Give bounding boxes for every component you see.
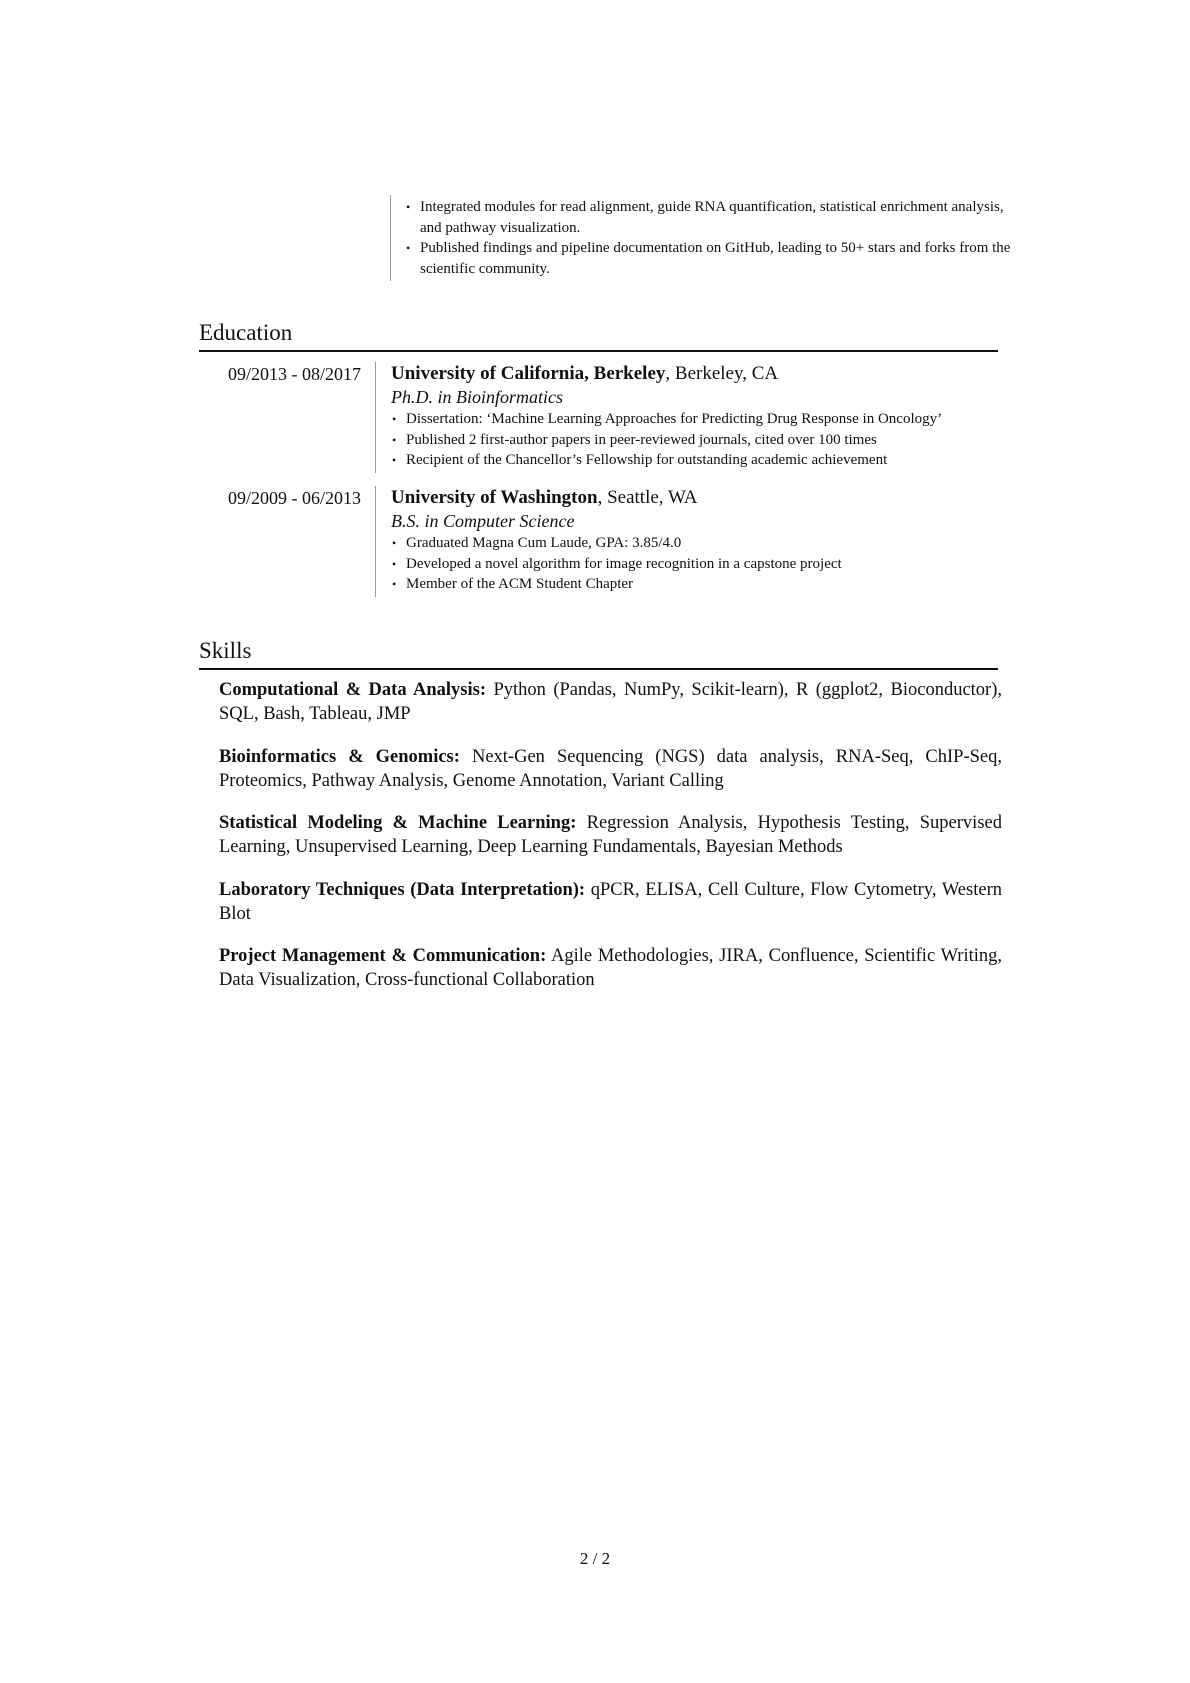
skills-list — [219, 678, 1002, 1005]
bullet-item: • Published findings and pipeline documentation on GitHub, leading to 50+ stars and forks from the scientific community. — [405, 238, 1017, 279]
education-bullet-list — [391, 409, 1003, 471]
skill-item — [219, 745, 1002, 793]
institution-line — [391, 362, 1003, 386]
skill-item — [219, 878, 1002, 926]
institution-line — [391, 486, 1003, 510]
continuation-bullet-list — [405, 197, 1017, 279]
education-entry-washington — [199, 486, 1003, 597]
skills-heading: Skills — [199, 636, 998, 670]
page-number: 2 / 2 — [579, 1549, 611, 1568]
education-details — [375, 486, 1003, 597]
education-date: 09/2009 - 06/2013 — [228, 488, 361, 508]
education-entry-berkeley — [199, 362, 1003, 473]
skill-text: Agile Methodologies, JIRA, Confluence, Scientific Writing, Data Visualization, Cross-functional Collaboration — [219, 946, 1002, 990]
education-date: 09/2013 - 08/2017 — [228, 364, 361, 384]
bullet-item: • Developed a novel algorithm for image recognition in a capstone project — [391, 554, 1003, 575]
skill-label: Statistical Modeling & Machine Learning: — [219, 813, 577, 833]
education-bullet-list — [391, 533, 1003, 595]
skill-text: Python (Pandas, NumPy, Scikit-learn), R (ggplot2, Bioconductor), SQL, Bash, Tableau, JMP — [219, 680, 1002, 724]
education-heading: Education — [199, 318, 998, 352]
bullet-item: • Recipient of the Chancellor’s Fellowship for outstanding academic achievement — [391, 450, 1003, 471]
skill-label: Bioinformatics & Genomics: — [219, 746, 460, 767]
degree: B.S. in Computer Science — [391, 511, 575, 531]
institution-location: , Seattle, WA — [597, 487, 698, 508]
skill-label: Computational & Data Analysis: — [219, 680, 486, 700]
skill-item — [219, 944, 1002, 992]
bullet-item: • Graduated Magna Cum Laude, GPA: 3.85/4.0 — [391, 533, 1003, 554]
institution-name: University of California, Berkeley — [391, 363, 666, 384]
bullet-item: • Member of the ACM Student Chapter — [391, 574, 1003, 595]
bullet-item: • Dissertation: ‘Machine Learning Approaches for Predicting Drug Response in Oncology’ — [391, 409, 1003, 430]
bullet-item: • Published 2 first-author papers in peer-reviewed journals, cited over 100 times — [391, 430, 1003, 451]
skill-item — [219, 678, 1002, 726]
education-details — [375, 362, 1003, 473]
bullet-item: • Integrated modules for read alignment, guide RNA quantification, statistical enrichment analysis, and pathway visualization. — [405, 197, 1017, 238]
skill-text: qPCR, ELISA, Cell Culture, Flow Cytometry, Western Blot — [219, 879, 1002, 924]
institution-name: University of Washington — [391, 487, 598, 508]
previous-section-continuation — [390, 195, 1017, 281]
skill-text: Regression Analysis, Hypothesis Testing, Supervised Learning, Unsupervised Learning, Deep Learning Fundamentals, Bayesian Methods — [219, 813, 1002, 857]
skill-label: Project Management & Communication: — [219, 946, 547, 966]
skill-text: Next-Gen Sequencing (NGS) data analysis, RNA-Seq, ChIP-Seq, Proteomics, Pathway Analysis, Genome Annotation, Variant Calling — [219, 746, 1003, 791]
institution-location: , Berkeley, CA — [665, 363, 779, 384]
skill-label: Laboratory Techniques (Data Interpretation): — [219, 879, 586, 900]
skill-item — [219, 811, 1002, 859]
degree: Ph.D. in Bioinformatics — [391, 387, 563, 407]
